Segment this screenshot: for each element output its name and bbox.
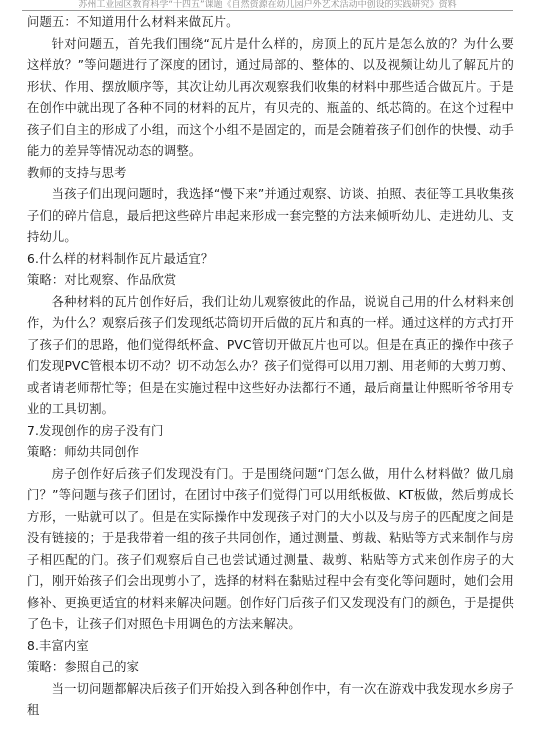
strategy-label: 策略：参照自己的家 bbox=[27, 660, 140, 674]
body-paragraph: 当孩子们出现问题时，我选择“慢下来”并通过观察、访谈、拍照、表征等工具收集孩子们的碎片信息，最后把这些碎片串起来形成一套完整的方法来倾听幼儿、走进幼儿、支持幼儿。 bbox=[27, 187, 514, 244]
body-paragraph: 针对问题五，首先我们围绕“瓦片是什么样的，房顶上的瓦片是怎么放的？为什么要这样放？”等问题进行了深度的团讨，通过局部的、整体的、以及视频让幼儿了解瓦片的形状、作用、摆放顺序等，其次让幼儿再次观察我们收集的材料中那些适合做瓦片。于是在创作中就出现了各种不同的材料的瓦片，有贝壳的、瓶盖的、纸芯筒的。在这个过程中孩子们自主的形成了小组，而这个小组不是固定的，而是会随着孩子们创作的快慢、动手能力的差异等情况动态的调整。 bbox=[27, 36, 514, 158]
page-header-text: 苏州工业园区教育科学“十四五”课题《自然资源在幼儿园户外艺术活动中创设的实践研究》资料 bbox=[78, 0, 457, 10]
document-body bbox=[27, 12, 514, 722]
page-header bbox=[0, 0, 535, 10]
strategy-label: 策略：师幼共同创作 bbox=[27, 445, 140, 459]
header-divider bbox=[22, 10, 513, 11]
section-heading: 6.什么样的材料制作瓦片最适宜？ bbox=[27, 251, 214, 266]
body-paragraph: 当一切问题都解决后孩子们开始投入到各种创作中，有一次在游戏中我发现水乡房子租 bbox=[27, 681, 514, 717]
section-label: 教师的支持与思考 bbox=[27, 165, 127, 180]
section-heading: 7.发现创作的房子没有门 bbox=[27, 423, 164, 438]
section-heading: 8.丰富内室 bbox=[27, 638, 89, 653]
body-paragraph: 各种材料的瓦片创作好后，我们让幼儿观察彼此的作品，说说自己用的什么材料来创作，为什么？观察后孩子们发现纸芯筒切开后做的瓦片和真的一样。通过这样的方式打开了孩子们的思路，他们觉得纸杯盒、PVC管切开做瓦片也可以。但是在真正的操作中孩子们发现PVC管根本切不动？切不动怎么办？孩子们觉得可以用刀割、用老师的大剪刀剪、或者请老师帮忙等；但是在实施过程中这些好办法都行不通，最后商量让仲熙昕爷爷用专业的工具切割。 bbox=[27, 294, 514, 416]
strategy-label: 策略：对比观察、作品欣赏 bbox=[27, 273, 177, 287]
body-paragraph: 房子创作好后孩子们发现没有门。于是围绕问题“门怎么做，用什么材料做？做几扇门？”等问题与孩子们团讨，在团讨中孩子们觉得门可以用纸板做、KT板做，然后剪成长方形，一贴就可以了。但是在实际操作中发现孩子对门的大小以及与房子的匹配度之间是没有链接的；于是我带着一组的孩子共同创作，通过测量、剪裁、粘贴等方式来制作与房子相匹配的门。孩子们观察后自己也尝试通过测量、裁剪、粘贴等方式来创作房子的大门，刚开始孩子们会出现剪小了，选择的材料在黏贴过程中会有变化等问题时，她们会用修补、更换更适宜的材料来解决问题。创作好门后孩子们又发现没有门的颜色，于是提供了色卡，让孩子们对照色卡用调色的方法来解决。 bbox=[27, 466, 514, 631]
section-label: 问题五：不知道用什么材料来做瓦片。 bbox=[27, 15, 239, 29]
